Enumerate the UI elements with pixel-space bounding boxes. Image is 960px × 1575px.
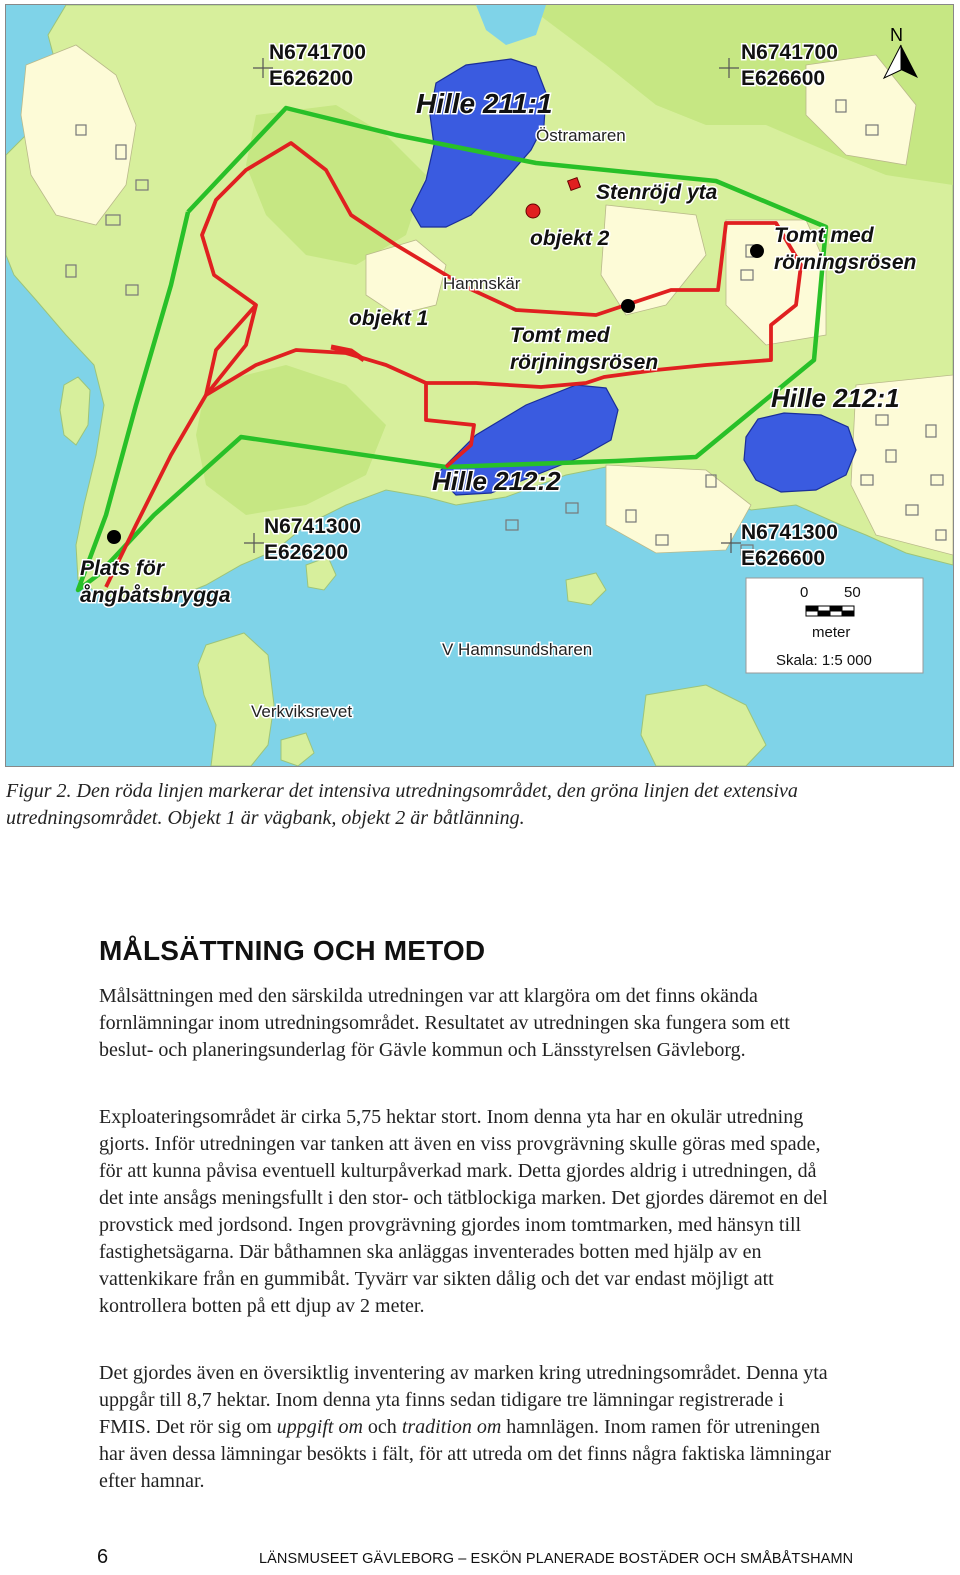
north-label: N: [890, 25, 903, 45]
section-heading: MÅLSÄTTNING OCH METOD: [99, 935, 486, 966]
label-plats-for-1: Plats för: [80, 557, 165, 580]
label-stenrojd-yta: Stenröjd yta: [596, 181, 718, 204]
paragraph-3-emphasis-2: tradition om: [401, 1416, 502, 1438]
label-tomt-east-1: Tomt med: [774, 224, 874, 247]
label-objekt-1: objekt 1: [349, 307, 429, 330]
tomt-west-point: [621, 299, 635, 313]
scale-ratio: Skala: 1:5 000: [776, 652, 872, 669]
coord-sw-n: N6741300: [264, 515, 361, 538]
coord-nw-n: N6741700: [269, 41, 366, 64]
site-map: [5, 4, 954, 767]
objekt-2-point: [526, 204, 540, 218]
label-ostramaren: Östramaren: [536, 126, 626, 145]
coord-ne-n: N6741700: [741, 41, 838, 64]
paragraph-3-part-b: och: [362, 1416, 402, 1438]
paragraph-3: [99, 1360, 839, 1495]
running-footer: LÄNSMUSEET GÄVLEBORG – ESKÖN PLANERADE BOSTÄDER OCH SMÅBÅTSHAMN: [259, 1551, 854, 1567]
label-v-hamnsundsharen: V Hamnsundsharen: [442, 640, 593, 659]
label-hille-212-1: Hille 212:1: [771, 383, 900, 413]
coord-ne-e: E626600: [741, 67, 826, 90]
coord-nw-e: E626200: [269, 67, 354, 90]
label-tomt-east-2: rörningsrösen: [774, 251, 917, 274]
scale-tick-0: 0: [800, 584, 809, 601]
paragraph-2: Exploateringsområdet är cirka 5,75 hektar stort. Inom denna yta har en okulär utredning gjorts. Inför utredningen var tanken att även en viss provgrävning skulle göras med spade, för att kunna påvisa eventuell kulturpåverkad mark. Detta gjordes aldrig i utredningen, då det inte ansågs meningsfullt i den stor- och tätblockiga marken. Det gjordes däremot en del provstick med jordsond. Ingen provgrävning gjordes inom tomtmarken, med hänsyn till fastighetsägarna. Där båthamnen ska anläggas inventerades botten med hjälp av en vattenkikare från en gummibåt. Tyvärr var sikten dålig och det var endast möjligt att kontrollera botten på ett djup av 2 meter.: [99, 1106, 828, 1317]
tomt-east-point: [750, 244, 764, 258]
figure-caption: Figur 2. Den röda linjen markerar det intensiva utredningsområdet, den gröna linjen det extensiva utredningsområdet. Objekt 1 är vägbank, objekt 2 är båtlänning.: [6, 780, 798, 829]
label-verkviksrevet: Verkviksrevet: [251, 702, 353, 721]
page-number: 6: [97, 1546, 109, 1568]
coord-se-n: N6741300: [741, 521, 838, 544]
label-plats-for-2: ångbåtsbrygga: [80, 584, 231, 607]
paragraph-3-emphasis-1: uppgift om: [276, 1416, 363, 1438]
label-tomt-west-2: rörjningsrösen: [510, 351, 659, 374]
scale-tick-50: 50: [844, 584, 861, 601]
label-hille-212-2: Hille 212:2: [432, 466, 561, 496]
paragraph-3-part-c: hamnlägen. Inom ramen för utreningen har även dessa lämningar besökts i fält, för att utreda om det finns några faktiska lämningar efter hamnar.: [99, 1416, 831, 1492]
label-hille-211-1: Hille 211:1: [416, 88, 553, 119]
label-tomt-west-1: Tomt med: [510, 324, 610, 347]
scale-bar: [746, 578, 923, 673]
coord-se-e: E626600: [741, 547, 826, 570]
coord-sw-e: E626200: [264, 541, 349, 564]
scale-unit: meter: [812, 624, 851, 641]
paragraph-1: Målsättningen med den särskilda utredningen var att klargöra om det finns okända fornlämningar inom utredningsområdet. Resultatet av utredningen ska fungera som ett beslut- och planeringsunderlag för Gävle kommun och Länsstyrelsen Gävleborg.: [99, 985, 790, 1061]
paragraph-3-part-a: Det gjordes även en översiktlig inventering av marken kring utredningsområdet. Denna yta uppgår till 8,7 hektar. Inom denna yta finns sedan tidigare tre lämningar registrerade i FMIS. Det rör sig om: [99, 1362, 828, 1438]
label-objekt-2: objekt 2: [530, 227, 610, 250]
ship-landing-point: [107, 530, 121, 544]
label-hamnskar: Hamnskär: [443, 274, 521, 293]
